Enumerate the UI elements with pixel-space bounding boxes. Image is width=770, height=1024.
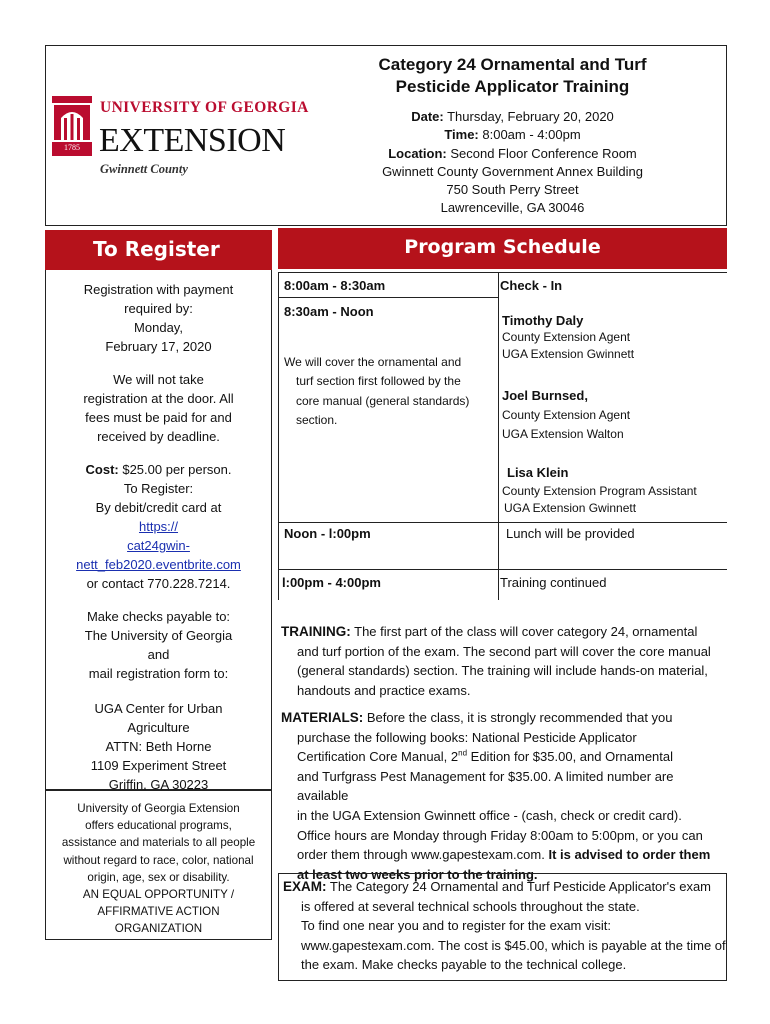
register-title: To Register [93,237,220,261]
logo-university: UNIVERSITY OF GEORGIA [100,99,309,116]
event-date: Date: Thursday, February 20, 2020 [411,109,614,124]
event-title-line1: Category 24 Ornamental and Turf [378,55,647,74]
logo-county: Gwinnett County [100,162,188,176]
logo-extension: EXTENSION [99,122,286,159]
event-title-line2: Pesticide Applicator Training [395,77,630,96]
speaker-3: Lisa Klein County Extension Program Assistant UGA Extension Gwinnett [502,465,697,515]
row2-time: 8:30am - Noon [284,304,374,319]
schedule-header [278,228,727,269]
register-header [45,230,272,270]
uga-extension-logo [52,96,309,186]
training-section: TRAINING: The first part of the class will cover category 24, ornamental and turf portion of the exam. The second part will cover the core manual (general standards) section. The training will include hands-on material, handouts and practice exams. [281,624,711,698]
eeo-box: University of Georgia Extension offers educational programs, assistance and materials to all people without regard to race, color, national origin, age, sex or disability. AN EQUAL OPPORTUNITY / AFFIRMATIVE ACTION ORGANIZATION [45,790,272,940]
header-text [300,54,725,218]
row4-event: Training continued [500,575,607,590]
checks-payable-text: Make checks payable to: The University of Georgia and mail registration form to: [84,609,233,681]
row1-time: 8:00am - 8:30am [284,278,386,293]
no-door-registration-text: We will not take registration at the door. All fees must be paid for and received by deadline. [83,372,234,444]
event-address1: Gwinnett County Government Annex Building [382,163,643,179]
contact-phone: or contact 770.228.7214. [86,576,231,591]
event-address2: 750 South Perry Street [446,182,579,198]
schedule-title: Program Schedule [404,236,601,258]
row1-event: Check - In [500,278,563,293]
exam-section: EXAM: The Category 24 Ornamental and Turf Pesticide Applicator's exam is offered at several technical schools throughout the state. To find one near you and to register for the exam visit: www.gapestexam.com. The cost is $45.00, which is payable at the time of the exam. Make checks payable to the technical college. [283,879,726,973]
deadline-text: Registration with payment required by: Monday, February 17, 2020 [83,282,234,354]
event-location: Location: Second Floor Conference Room [388,145,637,161]
row3-time: Noon - l:00pm [284,526,371,541]
row3-event: Lunch will be provided [506,526,635,541]
speaker-2: Joel Burnsed, County Extension Agent UGA Extension Walton [502,388,631,441]
mailing-address: UGA Center for Urban Agriculture ATTN: Beth Horne 1109 Experiment Street Griffin, GA 30223 [90,701,227,792]
event-address3: Lawrenceville, GA 30046 [440,200,585,216]
eventbrite-link[interactable]: https:// cat24gwin- nett_feb2020.eventbrite.com [76,519,241,572]
materials-section: MATERIALS: Before the class, it is strongly recommended that you purchase the following books: National Pesticide Applicator Certification Core Manual, 2nd Edition for $35.00, and Ornamental and Turfgrass Pest Management for $35.00. A limited number are available in the UGA Extension Gwinnett office - (cash, check or credit card). Office hours are Monday through Friday 8:00am to 5:00pm, or you can order them through www.gapestexam.com. It is advised to order them at least two weeks prior to the training. [281,710,711,882]
logo-year: 1785 [64,143,80,152]
register-content [45,280,272,794]
row2-description: We will cover the ornamental and turf section first followed by the core manual (general standards) section. [284,355,470,428]
event-time: Time: 8:00am - 4:00pm [444,127,581,143]
cost-text: Cost: $25.00 per person. To Register: By debit/credit card at [85,462,232,515]
row4-time: l:00pm - 4:00pm [282,575,381,590]
speaker-1: Timothy Daly County Extension Agent UGA Extension Gwinnett [502,313,635,361]
